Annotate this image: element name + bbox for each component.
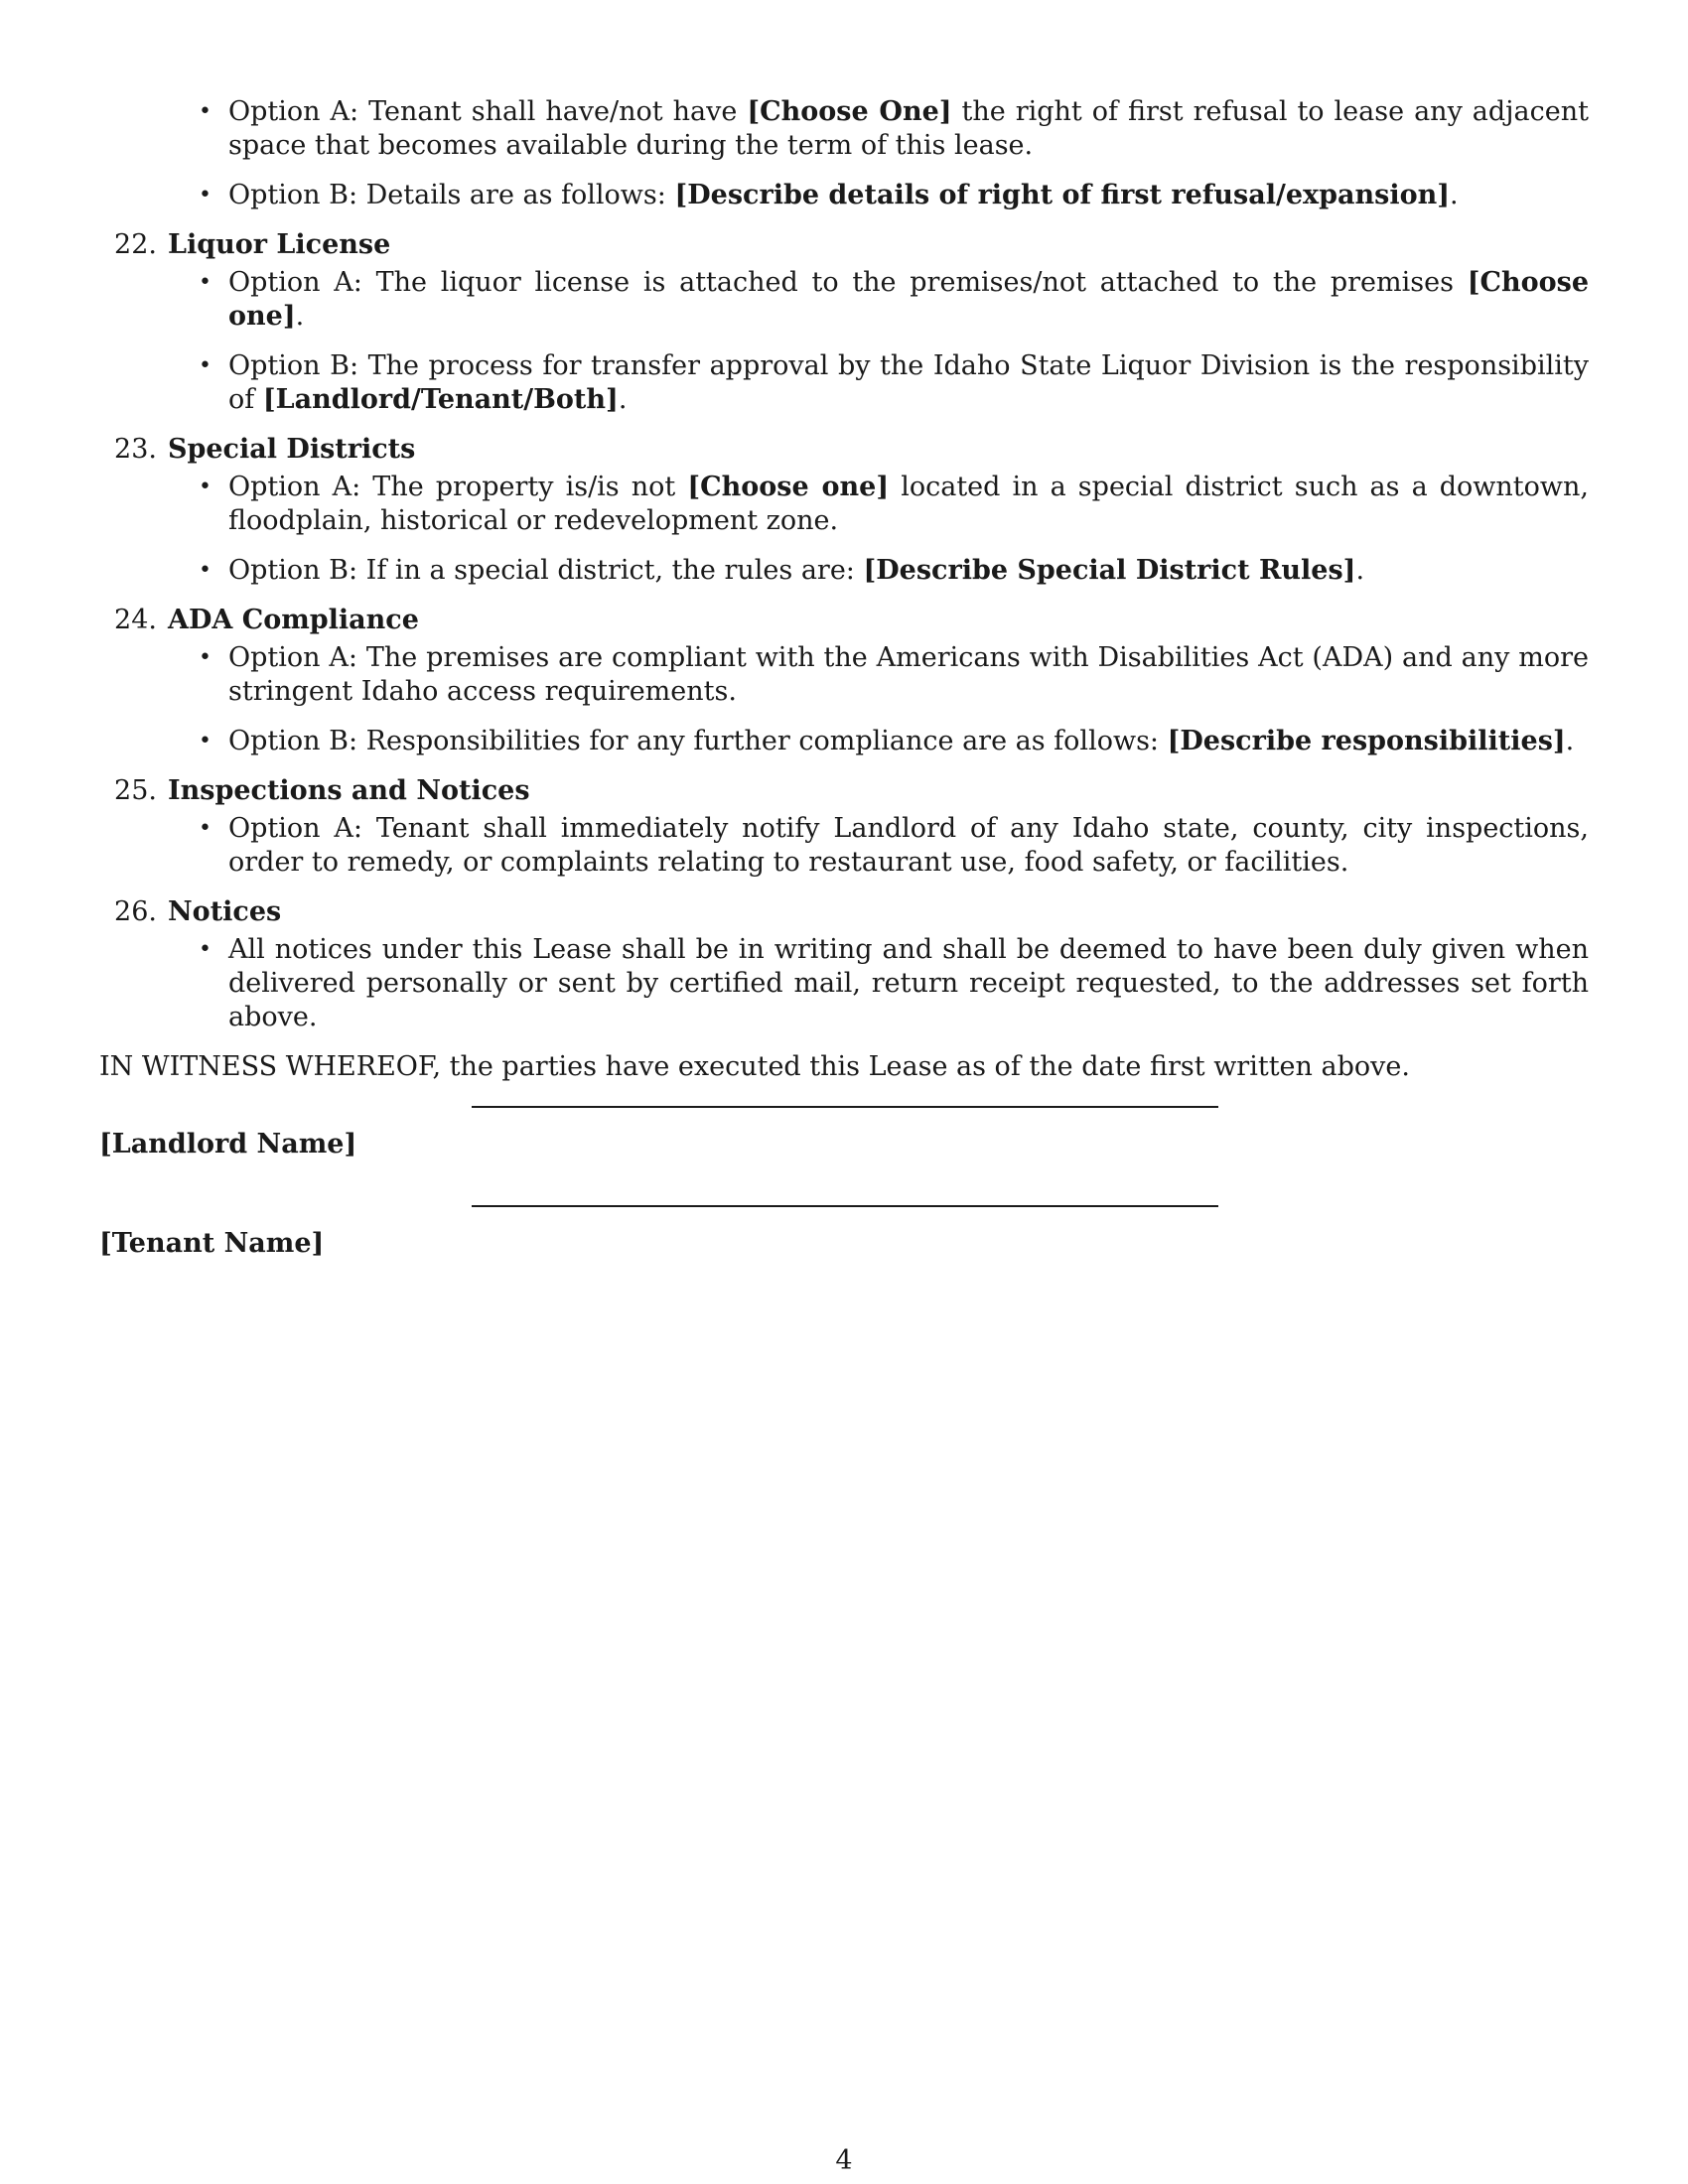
witness-statement: IN WITNESS WHEREOF, the parties have executed this Lease as of the date first written above.: [99, 1051, 1410, 1082]
section-list: [99, 641, 1589, 758]
bullet-icon: •: [199, 645, 211, 670]
pre-section-list: [99, 95, 1589, 212]
section-ada-compliance: [99, 604, 1589, 758]
bullet-icon: •: [199, 558, 211, 583]
bullet-icon: •: [199, 270, 211, 295]
section-heading: [99, 895, 1589, 929]
section-list: [99, 812, 1589, 880]
bullet-icon: •: [199, 816, 211, 841]
bullet-icon: •: [199, 729, 211, 753]
section-title: Inspections and Notices: [168, 775, 530, 806]
section-special-districts: [99, 433, 1589, 588]
section-list: [99, 471, 1589, 588]
section-inspections-notices: [99, 774, 1589, 880]
section-title: Special Districts: [168, 434, 416, 465]
tenant-signature-block: [99, 1205, 1589, 1304]
bullet-icon: •: [199, 937, 211, 962]
list-item: • Option A: The property is/is not [Choose one] located in a special district such as a downtown, floodplain, historical or redevelopment zone.: [199, 472, 1589, 536]
bullet-icon: •: [199, 99, 211, 124]
bullet-icon: •: [199, 183, 211, 207]
section-title: Liquor License: [168, 229, 391, 260]
list-item: • All notices under this Lease shall be in writing and shall be deemed to have been duly given when delivered personally or sent by certified mail, return receipt requested, to the addresses set forth above.: [199, 934, 1589, 1032]
landlord-signature-block: [99, 1106, 1589, 1205]
list-item: • Option A: Tenant shall have/not have [Choose One] the right of first refusal to lease any adjacent space that becomes available during the term of this lease.: [199, 96, 1589, 161]
document-page: [99, 95, 1589, 1304]
section-heading: [99, 774, 1589, 808]
section-notices: [99, 895, 1589, 1034]
tenant-signature-line: [472, 1205, 1218, 1207]
section-list: [99, 266, 1589, 417]
landlord-name: [Landlord Name]: [99, 1129, 357, 1160]
list-item: • Option B: Responsibilities for any further compliance are as follows: [Describe responsibilities].: [199, 726, 1575, 756]
section-number: 23.: [114, 434, 157, 465]
section-number: 25.: [114, 775, 157, 806]
page-number: 4: [835, 2145, 853, 2176]
section-liquor-license: [99, 228, 1589, 417]
list-item: • Option A: The premises are compliant with the Americans with Disabilities Act (ADA) and any more stringent Idaho access requirements.: [199, 642, 1589, 707]
bullet-icon: •: [199, 475, 211, 499]
section-heading: [99, 604, 1589, 637]
landlord-signature-line: [472, 1106, 1218, 1108]
section-number: 24.: [114, 605, 157, 635]
list-item: • Option A: The liquor license is attached to the premises/not attached to the premises [Choose one].: [199, 267, 1589, 332]
section-number: 22.: [114, 229, 157, 260]
section-list: [99, 933, 1589, 1034]
list-item: • Option B: If in a special district, the rules are: [Describe Special District Rules].: [199, 555, 1365, 586]
bullet-icon: •: [199, 353, 211, 378]
section-title: ADA Compliance: [168, 605, 419, 635]
list-item: • Option A: Tenant shall immediately notify Landlord of any Idaho state, county, city inspections, order to remedy, or complaints relating to restaurant use, food safety, or facilities.: [199, 813, 1589, 878]
section-number: 26.: [114, 896, 157, 927]
section-heading: [99, 228, 1589, 262]
section-heading: [99, 433, 1589, 467]
list-item: • Option B: Details are as follows: [Describe details of right of first refusal/expansion].: [199, 180, 1459, 210]
list-item: • Option B: The process for transfer approval by the Idaho State Liquor Division is the responsibility of [Landlord/Tenant/Both].: [199, 350, 1589, 415]
section-title: Notices: [168, 896, 282, 927]
tenant-name: [Tenant Name]: [99, 1228, 325, 1259]
